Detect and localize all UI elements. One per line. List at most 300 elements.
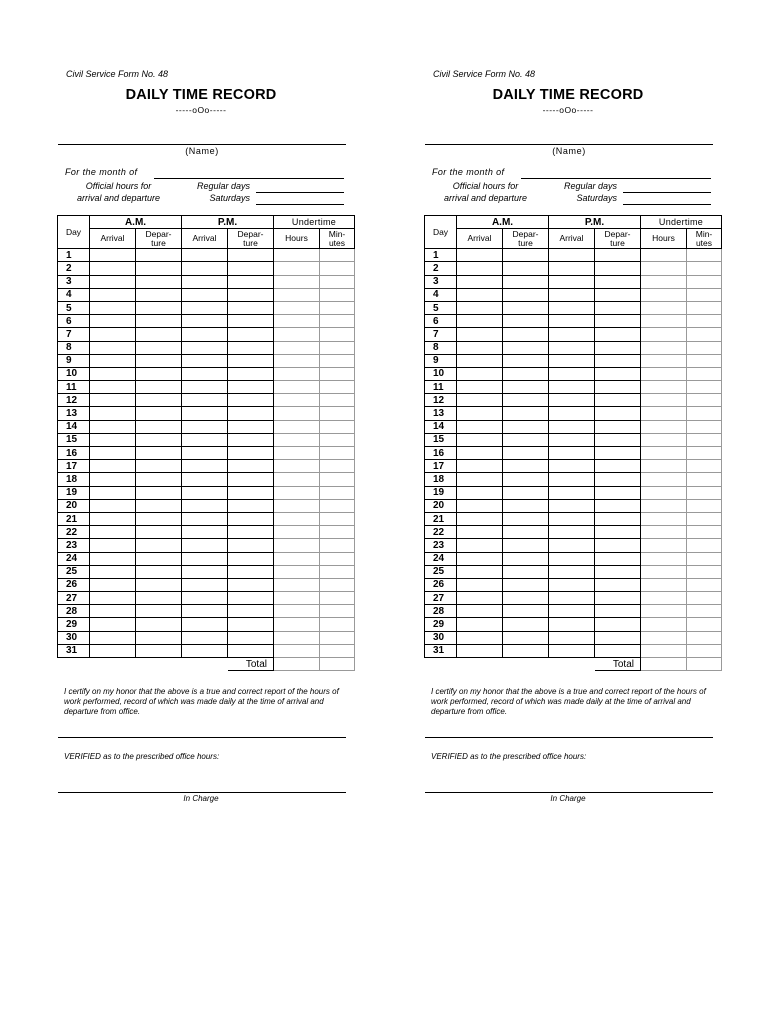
am-departure-cell[interactable] — [136, 367, 182, 380]
am-arrival-cell[interactable] — [457, 367, 503, 380]
pm-arrival-cell[interactable] — [549, 315, 595, 328]
pm-arrival-cell[interactable] — [549, 394, 595, 407]
pm-arrival-cell[interactable] — [549, 262, 595, 275]
undertime-hours-cell[interactable] — [274, 354, 320, 367]
pm-departure-cell[interactable] — [595, 381, 641, 394]
total-minutes-cell[interactable] — [687, 658, 722, 671]
undertime-minutes-cell[interactable] — [320, 354, 355, 367]
pm-departure-cell[interactable] — [228, 381, 274, 394]
pm-arrival-cell[interactable] — [549, 499, 595, 512]
undertime-minutes-cell[interactable] — [687, 644, 722, 657]
pm-arrival-cell[interactable] — [549, 275, 595, 288]
undertime-minutes-cell[interactable] — [320, 605, 355, 618]
am-departure-cell[interactable] — [503, 275, 549, 288]
undertime-minutes-cell[interactable] — [687, 262, 722, 275]
am-arrival-cell[interactable] — [90, 447, 136, 460]
am-arrival-cell[interactable] — [90, 341, 136, 354]
pm-arrival-cell[interactable] — [182, 539, 228, 552]
am-departure-cell[interactable] — [503, 539, 549, 552]
pm-arrival-cell[interactable] — [182, 512, 228, 525]
undertime-hours-cell[interactable] — [274, 473, 320, 486]
pm-departure-cell[interactable] — [595, 301, 641, 314]
pm-arrival-cell[interactable] — [182, 315, 228, 328]
pm-departure-cell[interactable] — [595, 539, 641, 552]
am-arrival-cell[interactable] — [90, 499, 136, 512]
pm-arrival-cell[interactable] — [182, 552, 228, 565]
am-departure-cell[interactable] — [136, 328, 182, 341]
pm-arrival-cell[interactable] — [182, 526, 228, 539]
undertime-hours-cell[interactable] — [641, 565, 687, 578]
am-departure-cell[interactable] — [503, 288, 549, 301]
am-departure-cell[interactable] — [503, 381, 549, 394]
undertime-hours-cell[interactable] — [641, 578, 687, 591]
pm-departure-cell[interactable] — [228, 486, 274, 499]
am-arrival-cell[interactable] — [90, 644, 136, 657]
undertime-hours-cell[interactable] — [641, 275, 687, 288]
regular-days-field[interactable] — [256, 192, 344, 193]
undertime-minutes-cell[interactable] — [320, 486, 355, 499]
name-field[interactable] — [58, 144, 346, 145]
am-arrival-cell[interactable] — [90, 275, 136, 288]
pm-departure-cell[interactable] — [595, 407, 641, 420]
pm-arrival-cell[interactable] — [182, 618, 228, 631]
undertime-minutes-cell[interactable] — [320, 301, 355, 314]
pm-departure-cell[interactable] — [595, 473, 641, 486]
am-arrival-cell[interactable] — [457, 354, 503, 367]
am-departure-cell[interactable] — [136, 275, 182, 288]
am-departure-cell[interactable] — [503, 644, 549, 657]
undertime-hours-cell[interactable] — [274, 499, 320, 512]
am-arrival-cell[interactable] — [457, 552, 503, 565]
undertime-hours-cell[interactable] — [274, 592, 320, 605]
pm-departure-cell[interactable] — [595, 433, 641, 446]
undertime-hours-cell[interactable] — [641, 552, 687, 565]
undertime-minutes-cell[interactable] — [320, 473, 355, 486]
pm-arrival-cell[interactable] — [182, 381, 228, 394]
undertime-hours-cell[interactable] — [274, 249, 320, 262]
total-minutes-cell[interactable] — [320, 658, 355, 671]
undertime-minutes-cell[interactable] — [320, 499, 355, 512]
undertime-hours-cell[interactable] — [274, 433, 320, 446]
pm-departure-cell[interactable] — [228, 592, 274, 605]
pm-departure-cell[interactable] — [228, 499, 274, 512]
am-departure-cell[interactable] — [136, 539, 182, 552]
am-arrival-cell[interactable] — [457, 512, 503, 525]
am-departure-cell[interactable] — [503, 605, 549, 618]
undertime-minutes-cell[interactable] — [320, 381, 355, 394]
undertime-minutes-cell[interactable] — [320, 367, 355, 380]
undertime-minutes-cell[interactable] — [687, 394, 722, 407]
am-arrival-cell[interactable] — [457, 460, 503, 473]
undertime-minutes-cell[interactable] — [687, 354, 722, 367]
undertime-minutes-cell[interactable] — [687, 433, 722, 446]
pm-arrival-cell[interactable] — [182, 578, 228, 591]
undertime-minutes-cell[interactable] — [687, 420, 722, 433]
undertime-minutes-cell[interactable] — [320, 565, 355, 578]
am-departure-cell[interactable] — [136, 605, 182, 618]
pm-arrival-cell[interactable] — [182, 367, 228, 380]
pm-arrival-cell[interactable] — [182, 275, 228, 288]
am-departure-cell[interactable] — [503, 249, 549, 262]
am-arrival-cell[interactable] — [457, 644, 503, 657]
undertime-hours-cell[interactable] — [641, 460, 687, 473]
pm-arrival-cell[interactable] — [182, 592, 228, 605]
pm-arrival-cell[interactable] — [182, 631, 228, 644]
pm-departure-cell[interactable] — [228, 433, 274, 446]
am-arrival-cell[interactable] — [457, 447, 503, 460]
pm-arrival-cell[interactable] — [549, 433, 595, 446]
undertime-hours-cell[interactable] — [274, 526, 320, 539]
pm-departure-cell[interactable] — [595, 631, 641, 644]
signature-line[interactable] — [425, 737, 713, 738]
pm-departure-cell[interactable] — [595, 526, 641, 539]
undertime-minutes-cell[interactable] — [320, 578, 355, 591]
undertime-minutes-cell[interactable] — [687, 460, 722, 473]
total-hours-cell[interactable] — [274, 658, 320, 671]
am-departure-cell[interactable] — [503, 499, 549, 512]
pm-arrival-cell[interactable] — [182, 565, 228, 578]
undertime-hours-cell[interactable] — [274, 460, 320, 473]
regular-days-field[interactable] — [623, 192, 711, 193]
undertime-hours-cell[interactable] — [641, 433, 687, 446]
pm-departure-cell[interactable] — [595, 578, 641, 591]
pm-departure-cell[interactable] — [228, 473, 274, 486]
undertime-hours-cell[interactable] — [274, 315, 320, 328]
pm-arrival-cell[interactable] — [549, 631, 595, 644]
pm-arrival-cell[interactable] — [549, 592, 595, 605]
pm-arrival-cell[interactable] — [182, 486, 228, 499]
pm-departure-cell[interactable] — [228, 447, 274, 460]
undertime-minutes-cell[interactable] — [320, 315, 355, 328]
am-departure-cell[interactable] — [136, 618, 182, 631]
undertime-hours-cell[interactable] — [274, 381, 320, 394]
undertime-minutes-cell[interactable] — [320, 275, 355, 288]
pm-departure-cell[interactable] — [595, 605, 641, 618]
pm-departure-cell[interactable] — [228, 341, 274, 354]
pm-departure-cell[interactable] — [228, 644, 274, 657]
pm-departure-cell[interactable] — [595, 460, 641, 473]
am-arrival-cell[interactable] — [457, 631, 503, 644]
am-departure-cell[interactable] — [136, 249, 182, 262]
pm-arrival-cell[interactable] — [182, 499, 228, 512]
pm-departure-cell[interactable] — [595, 618, 641, 631]
pm-departure-cell[interactable] — [595, 367, 641, 380]
am-departure-cell[interactable] — [503, 315, 549, 328]
pm-arrival-cell[interactable] — [182, 341, 228, 354]
am-arrival-cell[interactable] — [457, 275, 503, 288]
undertime-hours-cell[interactable] — [274, 605, 320, 618]
undertime-minutes-cell[interactable] — [687, 341, 722, 354]
undertime-hours-cell[interactable] — [274, 341, 320, 354]
pm-departure-cell[interactable] — [595, 512, 641, 525]
undertime-hours-cell[interactable] — [274, 512, 320, 525]
undertime-minutes-cell[interactable] — [320, 552, 355, 565]
pm-departure-cell[interactable] — [228, 526, 274, 539]
undertime-hours-cell[interactable] — [641, 592, 687, 605]
undertime-hours-cell[interactable] — [641, 301, 687, 314]
am-arrival-cell[interactable] — [457, 526, 503, 539]
pm-arrival-cell[interactable] — [549, 328, 595, 341]
am-arrival-cell[interactable] — [90, 565, 136, 578]
am-arrival-cell[interactable] — [457, 565, 503, 578]
undertime-minutes-cell[interactable] — [320, 394, 355, 407]
am-arrival-cell[interactable] — [90, 262, 136, 275]
am-departure-cell[interactable] — [503, 473, 549, 486]
am-departure-cell[interactable] — [503, 354, 549, 367]
pm-departure-cell[interactable] — [228, 631, 274, 644]
am-arrival-cell[interactable] — [90, 605, 136, 618]
am-arrival-cell[interactable] — [90, 618, 136, 631]
pm-departure-cell[interactable] — [595, 592, 641, 605]
pm-arrival-cell[interactable] — [549, 249, 595, 262]
am-departure-cell[interactable] — [503, 460, 549, 473]
pm-departure-cell[interactable] — [595, 288, 641, 301]
name-field[interactable] — [425, 144, 713, 145]
am-departure-cell[interactable] — [503, 447, 549, 460]
pm-departure-cell[interactable] — [228, 578, 274, 591]
am-departure-cell[interactable] — [136, 394, 182, 407]
pm-arrival-cell[interactable] — [549, 539, 595, 552]
undertime-hours-cell[interactable] — [641, 644, 687, 657]
undertime-minutes-cell[interactable] — [320, 512, 355, 525]
undertime-hours-cell[interactable] — [641, 605, 687, 618]
am-departure-cell[interactable] — [136, 301, 182, 314]
undertime-hours-cell[interactable] — [274, 565, 320, 578]
undertime-minutes-cell[interactable] — [320, 460, 355, 473]
am-departure-cell[interactable] — [503, 578, 549, 591]
undertime-minutes-cell[interactable] — [687, 526, 722, 539]
pm-departure-cell[interactable] — [228, 288, 274, 301]
am-arrival-cell[interactable] — [90, 381, 136, 394]
am-arrival-cell[interactable] — [457, 578, 503, 591]
pm-departure-cell[interactable] — [228, 618, 274, 631]
pm-arrival-cell[interactable] — [549, 381, 595, 394]
pm-arrival-cell[interactable] — [549, 578, 595, 591]
pm-arrival-cell[interactable] — [549, 552, 595, 565]
pm-arrival-cell[interactable] — [182, 394, 228, 407]
undertime-hours-cell[interactable] — [274, 301, 320, 314]
pm-arrival-cell[interactable] — [182, 433, 228, 446]
pm-departure-cell[interactable] — [228, 328, 274, 341]
undertime-minutes-cell[interactable] — [320, 526, 355, 539]
undertime-hours-cell[interactable] — [641, 354, 687, 367]
pm-arrival-cell[interactable] — [549, 420, 595, 433]
pm-departure-cell[interactable] — [228, 420, 274, 433]
pm-departure-cell[interactable] — [595, 275, 641, 288]
undertime-minutes-cell[interactable] — [320, 407, 355, 420]
pm-departure-cell[interactable] — [595, 644, 641, 657]
am-arrival-cell[interactable] — [90, 552, 136, 565]
am-arrival-cell[interactable] — [457, 499, 503, 512]
pm-arrival-cell[interactable] — [182, 605, 228, 618]
undertime-hours-cell[interactable] — [641, 407, 687, 420]
undertime-hours-cell[interactable] — [274, 631, 320, 644]
undertime-minutes-cell[interactable] — [687, 552, 722, 565]
pm-arrival-cell[interactable] — [549, 301, 595, 314]
undertime-minutes-cell[interactable] — [687, 367, 722, 380]
am-arrival-cell[interactable] — [90, 512, 136, 525]
pm-departure-cell[interactable] — [228, 354, 274, 367]
undertime-minutes-cell[interactable] — [687, 631, 722, 644]
pm-arrival-cell[interactable] — [549, 473, 595, 486]
undertime-hours-cell[interactable] — [274, 275, 320, 288]
pm-departure-cell[interactable] — [228, 315, 274, 328]
am-departure-cell[interactable] — [503, 486, 549, 499]
am-departure-cell[interactable] — [136, 644, 182, 657]
undertime-hours-cell[interactable] — [641, 631, 687, 644]
am-arrival-cell[interactable] — [457, 301, 503, 314]
am-arrival-cell[interactable] — [457, 486, 503, 499]
pm-arrival-cell[interactable] — [182, 328, 228, 341]
pm-departure-cell[interactable] — [228, 262, 274, 275]
pm-departure-cell[interactable] — [228, 552, 274, 565]
undertime-hours-cell[interactable] — [641, 328, 687, 341]
am-departure-cell[interactable] — [503, 552, 549, 565]
am-departure-cell[interactable] — [136, 381, 182, 394]
undertime-minutes-cell[interactable] — [687, 539, 722, 552]
undertime-minutes-cell[interactable] — [687, 486, 722, 499]
undertime-hours-cell[interactable] — [274, 486, 320, 499]
am-arrival-cell[interactable] — [90, 433, 136, 446]
pm-departure-cell[interactable] — [228, 301, 274, 314]
am-departure-cell[interactable] — [136, 288, 182, 301]
am-arrival-cell[interactable] — [90, 486, 136, 499]
undertime-minutes-cell[interactable] — [687, 578, 722, 591]
pm-arrival-cell[interactable] — [182, 301, 228, 314]
undertime-hours-cell[interactable] — [274, 288, 320, 301]
am-departure-cell[interactable] — [136, 315, 182, 328]
am-departure-cell[interactable] — [136, 565, 182, 578]
am-arrival-cell[interactable] — [90, 328, 136, 341]
total-hours-cell[interactable] — [641, 658, 687, 671]
am-departure-cell[interactable] — [503, 328, 549, 341]
undertime-minutes-cell[interactable] — [320, 644, 355, 657]
am-departure-cell[interactable] — [503, 512, 549, 525]
undertime-hours-cell[interactable] — [274, 552, 320, 565]
undertime-minutes-cell[interactable] — [320, 631, 355, 644]
undertime-minutes-cell[interactable] — [687, 301, 722, 314]
am-arrival-cell[interactable] — [457, 249, 503, 262]
pm-departure-cell[interactable] — [228, 565, 274, 578]
undertime-hours-cell[interactable] — [274, 644, 320, 657]
am-departure-cell[interactable] — [136, 420, 182, 433]
am-arrival-cell[interactable] — [457, 262, 503, 275]
undertime-minutes-cell[interactable] — [320, 262, 355, 275]
pm-arrival-cell[interactable] — [182, 473, 228, 486]
am-arrival-cell[interactable] — [90, 394, 136, 407]
pm-arrival-cell[interactable] — [549, 460, 595, 473]
pm-departure-cell[interactable] — [595, 486, 641, 499]
undertime-minutes-cell[interactable] — [687, 249, 722, 262]
undertime-hours-cell[interactable] — [274, 420, 320, 433]
am-departure-cell[interactable] — [503, 301, 549, 314]
pm-arrival-cell[interactable] — [182, 262, 228, 275]
undertime-minutes-cell[interactable] — [320, 328, 355, 341]
undertime-hours-cell[interactable] — [641, 539, 687, 552]
pm-departure-cell[interactable] — [595, 315, 641, 328]
am-arrival-cell[interactable] — [457, 539, 503, 552]
undertime-hours-cell[interactable] — [641, 367, 687, 380]
am-arrival-cell[interactable] — [90, 367, 136, 380]
am-departure-cell[interactable] — [136, 578, 182, 591]
am-departure-cell[interactable] — [136, 407, 182, 420]
am-arrival-cell[interactable] — [90, 249, 136, 262]
pm-departure-cell[interactable] — [228, 275, 274, 288]
am-arrival-cell[interactable] — [90, 526, 136, 539]
pm-arrival-cell[interactable] — [182, 249, 228, 262]
undertime-hours-cell[interactable] — [641, 249, 687, 262]
undertime-hours-cell[interactable] — [641, 315, 687, 328]
am-arrival-cell[interactable] — [90, 420, 136, 433]
am-departure-cell[interactable] — [503, 394, 549, 407]
am-departure-cell[interactable] — [503, 407, 549, 420]
am-departure-cell[interactable] — [136, 447, 182, 460]
pm-arrival-cell[interactable] — [549, 407, 595, 420]
undertime-hours-cell[interactable] — [274, 367, 320, 380]
undertime-minutes-cell[interactable] — [687, 499, 722, 512]
am-departure-cell[interactable] — [503, 433, 549, 446]
am-departure-cell[interactable] — [136, 262, 182, 275]
am-arrival-cell[interactable] — [90, 315, 136, 328]
saturdays-field[interactable] — [623, 204, 711, 205]
pm-departure-cell[interactable] — [228, 407, 274, 420]
pm-departure-cell[interactable] — [595, 262, 641, 275]
pm-arrival-cell[interactable] — [549, 618, 595, 631]
undertime-hours-cell[interactable] — [274, 394, 320, 407]
undertime-minutes-cell[interactable] — [320, 288, 355, 301]
pm-departure-cell[interactable] — [228, 394, 274, 407]
am-arrival-cell[interactable] — [457, 341, 503, 354]
am-arrival-cell[interactable] — [457, 407, 503, 420]
am-departure-cell[interactable] — [136, 526, 182, 539]
saturdays-field[interactable] — [256, 204, 344, 205]
pm-arrival-cell[interactable] — [182, 460, 228, 473]
pm-arrival-cell[interactable] — [549, 526, 595, 539]
undertime-minutes-cell[interactable] — [687, 565, 722, 578]
undertime-hours-cell[interactable] — [274, 578, 320, 591]
am-arrival-cell[interactable] — [457, 473, 503, 486]
pm-departure-cell[interactable] — [595, 394, 641, 407]
am-departure-cell[interactable] — [136, 460, 182, 473]
pm-departure-cell[interactable] — [595, 328, 641, 341]
am-departure-cell[interactable] — [136, 512, 182, 525]
in-charge-signature-line[interactable] — [58, 792, 346, 793]
undertime-minutes-cell[interactable] — [687, 512, 722, 525]
pm-arrival-cell[interactable] — [549, 512, 595, 525]
in-charge-signature-line[interactable] — [425, 792, 713, 793]
undertime-hours-cell[interactable] — [641, 512, 687, 525]
undertime-minutes-cell[interactable] — [687, 315, 722, 328]
pm-departure-cell[interactable] — [595, 552, 641, 565]
undertime-hours-cell[interactable] — [274, 447, 320, 460]
am-departure-cell[interactable] — [503, 341, 549, 354]
pm-departure-cell[interactable] — [595, 420, 641, 433]
undertime-minutes-cell[interactable] — [687, 381, 722, 394]
undertime-minutes-cell[interactable] — [687, 328, 722, 341]
pm-departure-cell[interactable] — [228, 367, 274, 380]
am-arrival-cell[interactable] — [457, 381, 503, 394]
undertime-hours-cell[interactable] — [274, 262, 320, 275]
undertime-minutes-cell[interactable] — [687, 288, 722, 301]
undertime-hours-cell[interactable] — [641, 341, 687, 354]
pm-arrival-cell[interactable] — [549, 644, 595, 657]
undertime-minutes-cell[interactable] — [320, 539, 355, 552]
am-arrival-cell[interactable] — [457, 433, 503, 446]
undertime-minutes-cell[interactable] — [320, 592, 355, 605]
am-arrival-cell[interactable] — [457, 592, 503, 605]
undertime-hours-cell[interactable] — [641, 526, 687, 539]
undertime-hours-cell[interactable] — [641, 420, 687, 433]
